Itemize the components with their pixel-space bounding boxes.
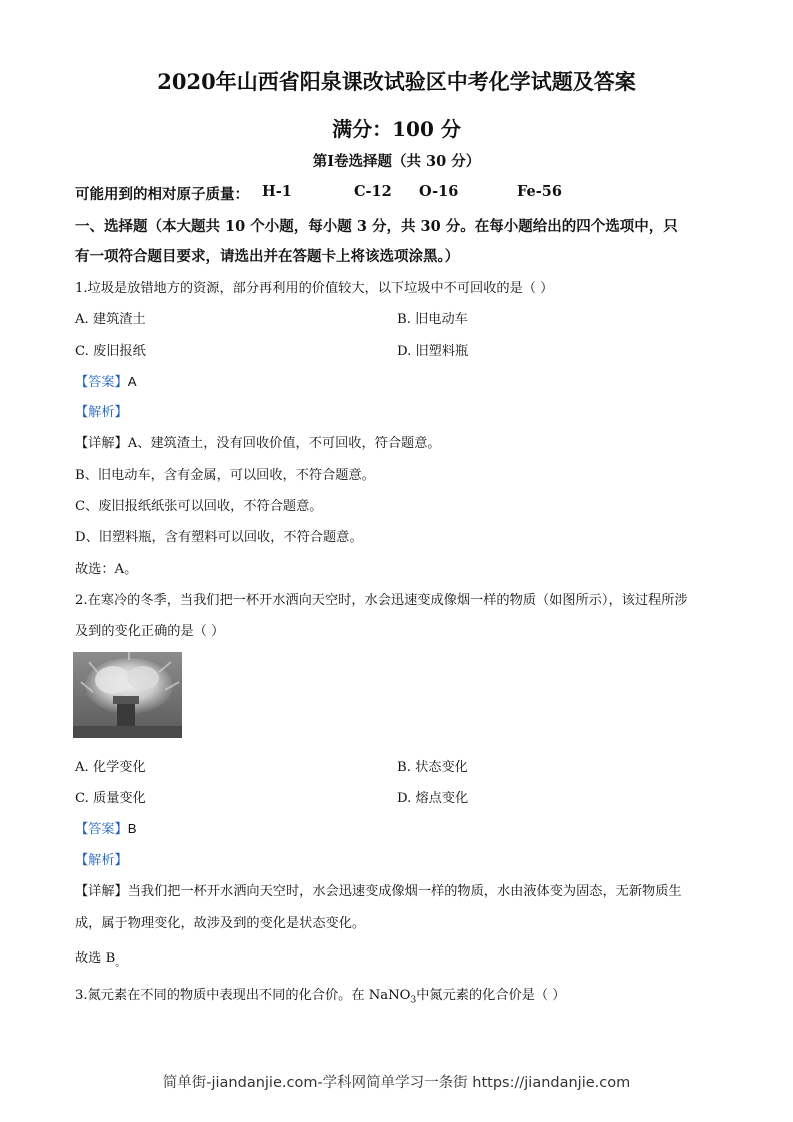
q2-option-c: C. 质量变化 [75,791,146,806]
q2-conclusion-text: 故选 B [75,951,116,966]
atomic-mass-o: O-16 [419,183,459,200]
q2-detail-1-text: 当我们把一杯开水洒向天空时，水会迅速变成像烟一样的物质，水由液体变为固态，无新物质生 [127,884,682,899]
q3-stem-subscript: 3 [410,995,417,1006]
steam-photo [73,652,182,738]
q2-detail-tag: 【详解】 [75,884,128,899]
q1-option-c: C. 废旧报纸 [75,344,146,359]
q1-option-b: B. 旧电动车 [397,312,468,327]
q2-option-b: B. 状态变化 [397,760,468,775]
q2-answer [75,818,137,837]
q1-detail-1-text: A、建筑渣土，没有回收价值，不可回收，符合题意。 [127,436,441,451]
atomic-mass-h: H-1 [262,183,292,200]
q1-answer-value: A [127,374,137,389]
q2-detail-1 [75,880,682,899]
q1-detail-2: B、旧电动车，含有金属，可以回收，不符合题意。 [75,468,375,483]
q1-option-d: D. 旧塑料瓶 [397,344,469,359]
q2-option-a: A. 化学变化 [75,760,146,775]
q1-conclusion: 故选：A。 [75,562,138,577]
q1-answer [75,371,137,390]
exam-title: 2020年山西省阳泉课改试验区中考化学试题及答案 [157,69,636,94]
q3-stem [75,984,565,1006]
q1-analysis-tag: 【解析】 [75,405,128,420]
instructions-line-2: 有一项符合题目要求，请选出并在答题卡上将该选项涂黑。） [75,248,460,265]
q1-detail-4: D、旧塑料瓶，含有塑料可以回收，不符合题意。 [75,530,363,545]
q2-analysis-tag: 【解析】 [75,853,128,868]
q1-option-a: A. 建筑渣土 [75,312,146,327]
q1-stem: 1.垃圾是放错地方的资源，部分再利用的价值较大，以下垃圾中不可回收的是（ ） [75,281,554,296]
q2-stem-line-2: 及到的变化正确的是（ ） [75,624,225,639]
instructions-line-1: 一、选择题（本大题共 10 个小题，每小题 3 分，共 30 分。在每小题给出的四个选项中，只 [75,218,678,235]
q1-detail-1 [75,432,441,451]
q3-stem-pre: 3.氮元素在不同的物质中表现出不同的化合价。在 NaNO [75,988,411,1003]
section-heading: 第Ⅰ卷选择题（共 30 分） [312,153,481,170]
q2-stem-line-1: 2.在寒冷的冬季，当我们把一杯开水洒向天空时，水会迅速变成像烟一样的物质（如图所示），该过程所涉 [75,593,688,608]
q2-conclusion-period: 。 [115,958,126,969]
q2-answer-tag: 【答案】 [75,822,128,837]
atomic-mass-label: 可能用到的相对原子质量： [75,186,249,203]
q2-detail-2: 成，属于物理变化，故涉及到的变化是状态变化。 [75,916,366,931]
q2-option-d: D. 熔点变化 [397,791,469,806]
page-footer: 简单街-jiandanjie.com-学科网简单学习一条街 https://jiandanjie.com [162,1075,631,1091]
q1-detail-tag: 【详解】 [75,436,128,451]
q2-answer-value: B [127,821,137,836]
atomic-mass-c: C-12 [354,183,392,200]
q1-answer-tag: 【答案】 [75,375,128,390]
q2-conclusion [75,947,126,969]
q1-detail-3: C、废旧报纸纸张可以回收，不符合题意。 [75,499,323,514]
q3-stem-post: 中氮元素的化合价是（ ） [416,988,566,1003]
steam-photo-image [73,652,182,738]
atomic-mass-fe: Fe-56 [517,183,562,200]
full-score: 满分：100 分 [332,117,461,141]
